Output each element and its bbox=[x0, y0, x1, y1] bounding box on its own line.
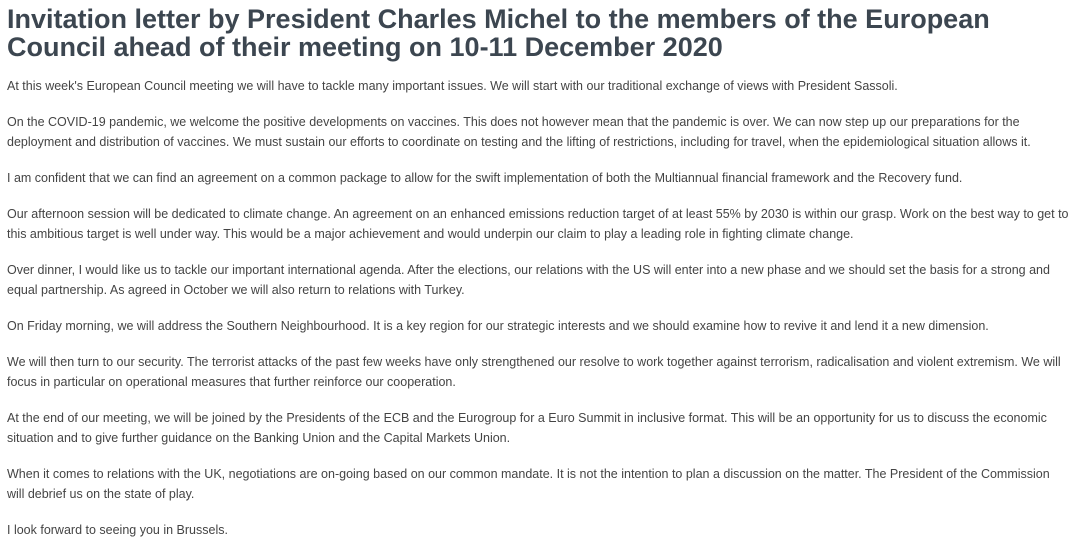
paragraph-line: On the COVID-19 pandemic, we welcome the positive developments on vaccines. This does not however mean that the pandemic is over. We can now step up our preparations for the bbox=[7, 115, 1020, 129]
paragraph-1 bbox=[7, 76, 1092, 96]
article bbox=[7, 0, 1092, 556]
paragraph-line: focus in particular on operational measures that further reinforce our cooperation. bbox=[7, 375, 456, 389]
paragraph-7 bbox=[7, 352, 1092, 392]
paragraph-line: this ambitious target is well under way. This would be a major achievement and would underpin our claim to play a leading role in fighting climate change. bbox=[7, 227, 854, 241]
title-line-1: Invitation letter by President Charles Michel to the members of the European bbox=[7, 4, 990, 34]
paragraph-2 bbox=[7, 112, 1092, 152]
paragraph-line: situation and to give further guidance on the Banking Union and the Capital Markets Union. bbox=[7, 431, 511, 445]
paragraph-6 bbox=[7, 316, 1092, 336]
paragraph-9 bbox=[7, 464, 1092, 504]
paragraph-line: At the end of our meeting, we will be joined by the Presidents of the ECB and the Eurogroup for a Euro Summit in inclusive format. This will be an opportunity for us to discuss the economic bbox=[7, 411, 1047, 425]
title-line-2: Council ahead of their meeting on 10-11 December 2020 bbox=[7, 32, 723, 62]
paragraph-line: I look forward to seeing you in Brussels. bbox=[7, 523, 228, 537]
paragraph-3 bbox=[7, 168, 1092, 188]
paragraph-10 bbox=[7, 520, 1092, 540]
paragraph-5 bbox=[7, 260, 1092, 300]
paragraph-8 bbox=[7, 408, 1092, 448]
paragraph-line: deployment and distribution of vaccines. We must sustain our efforts to coordinate on testing and the lifting of restrictions, including for travel, when the epidemiological situation allows it. bbox=[7, 135, 1031, 149]
paragraph-line: equal partnership. As agreed in October we will also return to relations with Turkey. bbox=[7, 283, 465, 297]
paragraph-line: Our afternoon session will be dedicated to climate change. An agreement on an enhanced emissions reduction target of at least 55% by 2030 is within our grasp. Work on the best way to get to bbox=[7, 207, 1069, 221]
paragraph-line: When it comes to relations with the UK, negotiations are on-going based on our common mandate. It is not the intention to plan a discussion on the matter. The President of the Commission bbox=[7, 467, 1050, 481]
paragraph-line: Over dinner, I would like us to tackle our important international agenda. After the elections, our relations with the US will enter into a new phase and we should set the basis for a strong and bbox=[7, 263, 1050, 277]
article-title bbox=[7, 5, 1092, 61]
paragraph-line: On Friday morning, we will address the Southern Neighbourhood. It is a key region for our strategic interests and we should examine how to revive it and lend it a new dimension. bbox=[7, 319, 989, 333]
article-body bbox=[7, 76, 1092, 540]
paragraph-line: At this week's European Council meeting we will have to tackle many important issues. We will start with our traditional exchange of views with President Sassoli. bbox=[7, 79, 898, 93]
paragraph-4 bbox=[7, 204, 1092, 244]
paragraph-line: We will then turn to our security. The terrorist attacks of the past few weeks have only strengthened our resolve to work together against terrorism, radicalisation and violent extremism. We will bbox=[7, 355, 1061, 369]
paragraph-line: will debrief us on the state of play. bbox=[7, 487, 195, 501]
paragraph-line: I am confident that we can find an agreement on a common package to allow for the swift implementation of both the Multiannual financial framework and the Recovery fund. bbox=[7, 171, 963, 185]
